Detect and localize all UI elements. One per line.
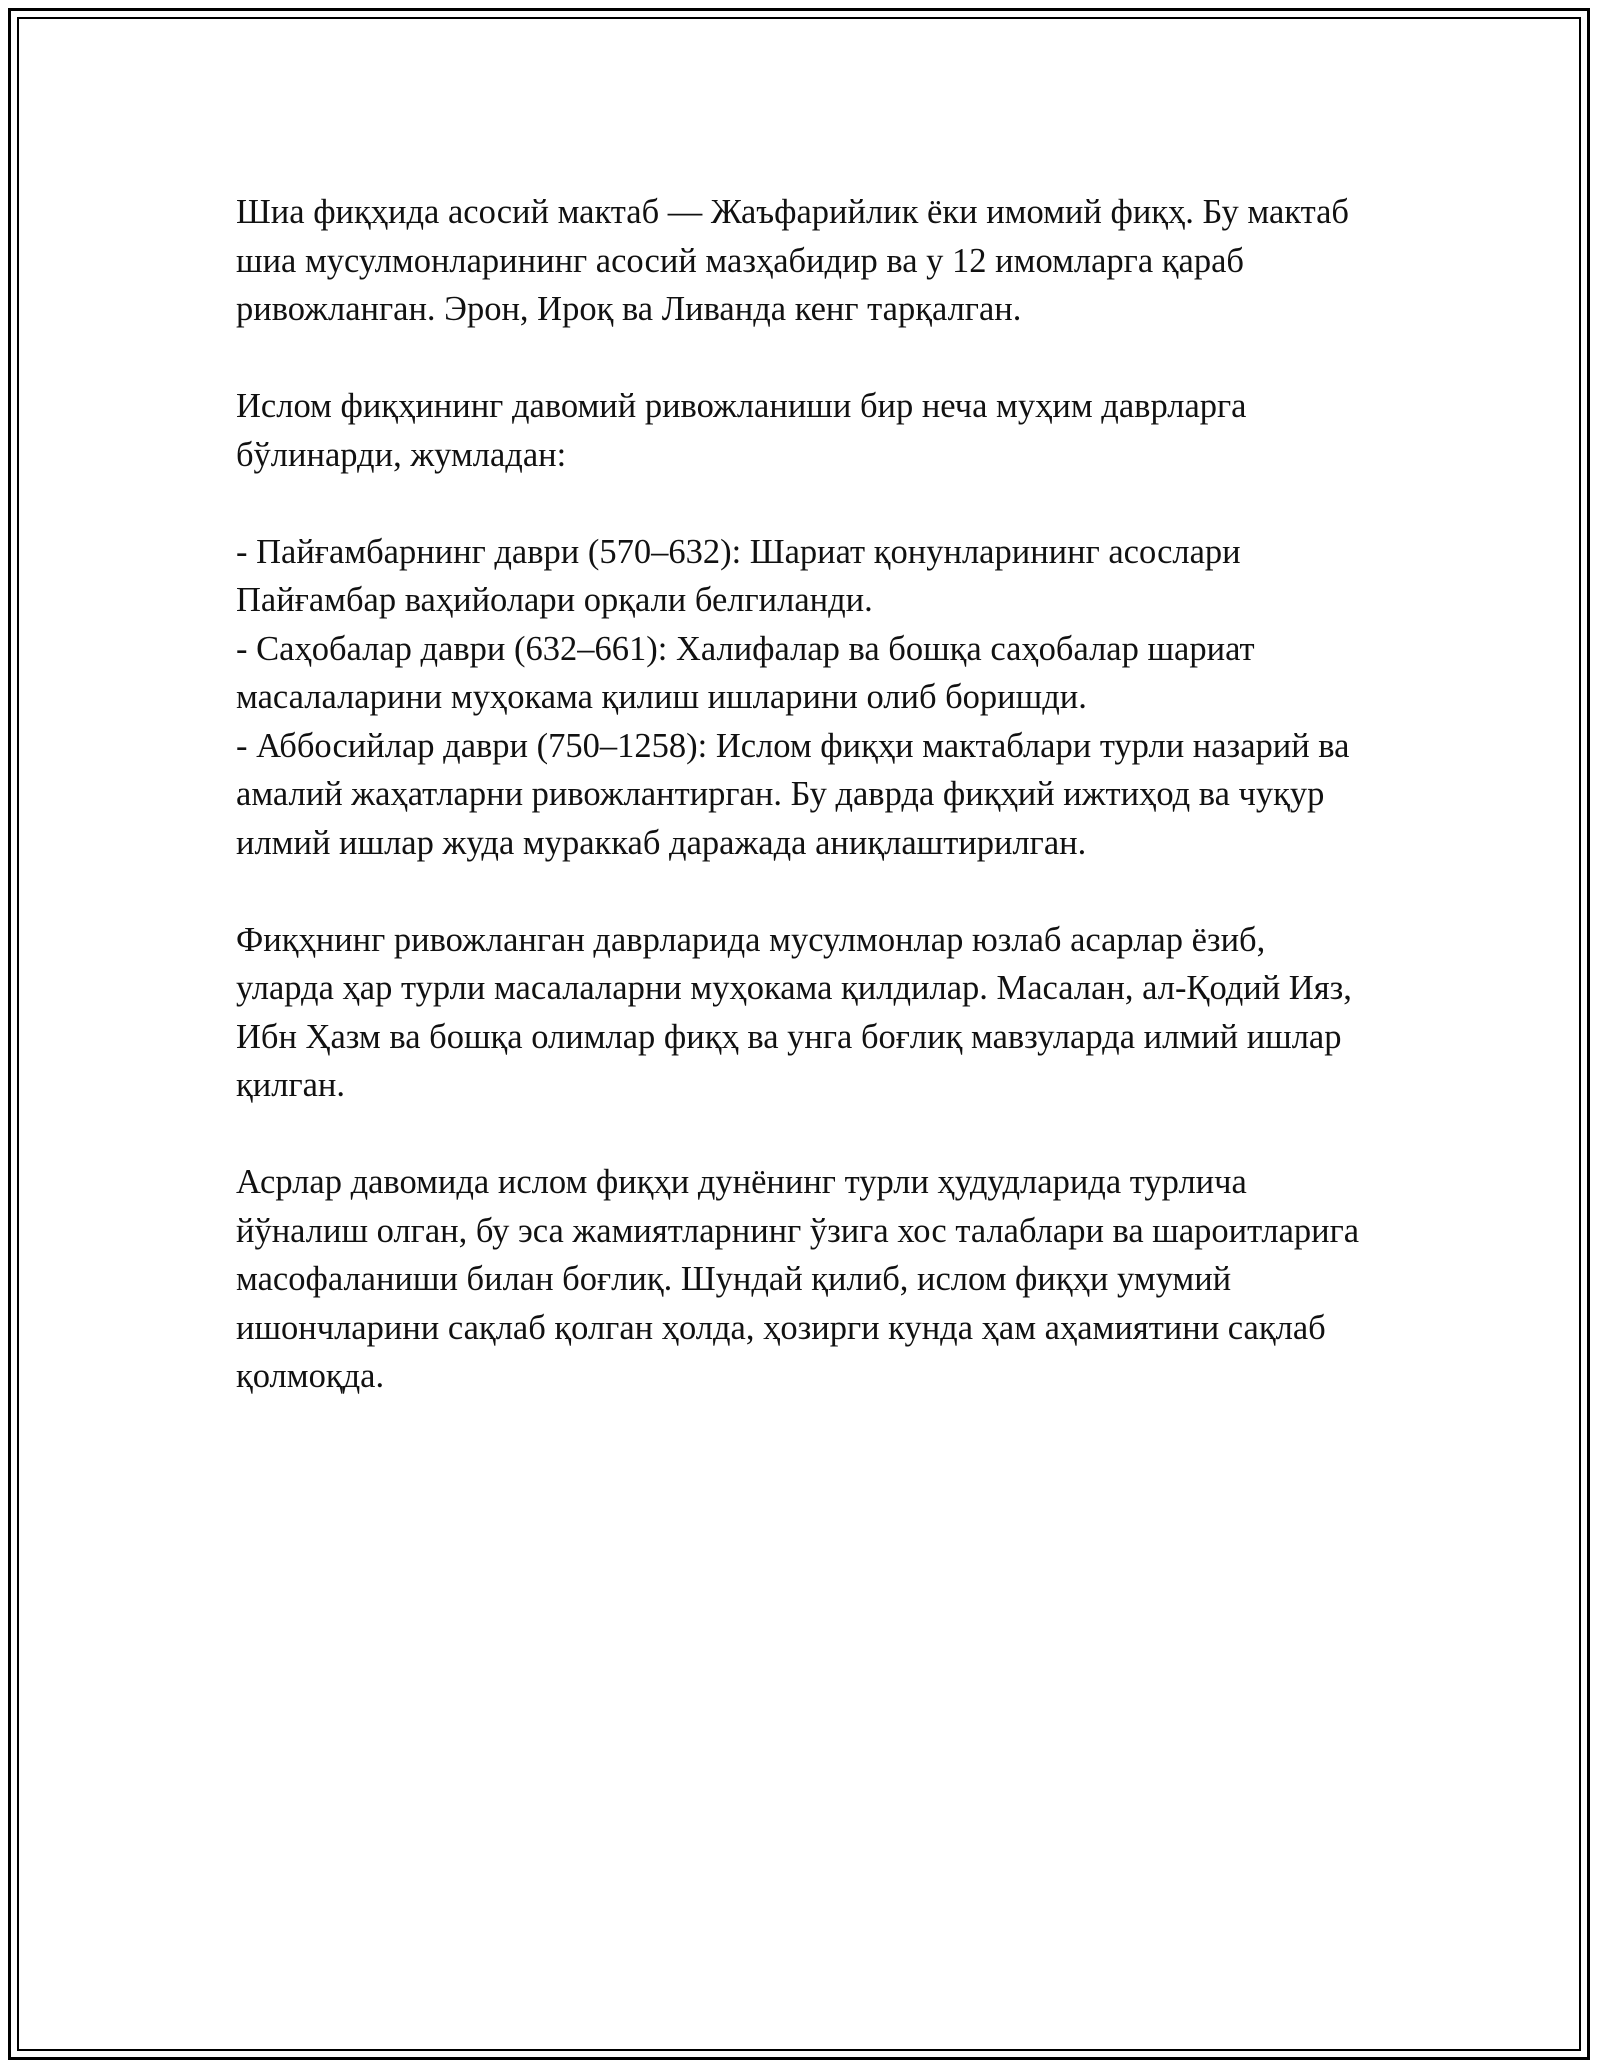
paragraph-scholars: Фиқҳнинг ривожланган даврларида мусулмонлар юзлаб асарлар ёзиб, уларда ҳар турли масалаларни муҳокама қилдилар. Масалан, ал-Қодий Ияз, Ибн Ҳазм ва бошқа олимлар фиқҳ ва унга боғлиқ мавзуларда илмий ишлар қилган. bbox=[236, 920, 1361, 1104]
paragraph-conclusion: Асрлар давомида ислом фиқҳи дунёнинг турли ҳудудларида турлича йўналиш олган, бу эса жамиятларнинг ўзига хос талаблари ва шароитларига масофаланиши билан боғлиқ. Шундай қилиб, ислом фиқҳи умумий ишончларини сақлаб қолган ҳолда, ҳозирги кунда ҳам аҳамиятини сақлаб қолмоқда. bbox=[236, 1163, 1368, 1395]
list-item-companions-period: - Саҳобалар даври (632–661): Халифалар ва бошқа саҳобалар шариат масалаларини муҳокама қилиш ишларини олиб боришди. bbox=[236, 629, 1255, 716]
paragraph-periods-intro: Ислом фиқҳининг давомий ривожланиши бир неча муҳим даврларга бўлинарди, жумладан: bbox=[236, 387, 1256, 474]
list-item-abbasid-period: - Аббосийлар даври (750–1258): Ислом фиқҳи мактаблари турли назарий ва амалий жаҳатларни ривожлантирган. Бу даврда фиқҳий ижтиҳод ва чуқур илмий ишлар жуда мураккаб даражада аниқлаштирилган. bbox=[236, 726, 1350, 862]
document-body bbox=[236, 188, 1366, 1449]
list-item-prophet-period: - Пайғамбарнинг даври (570–632): Шариат қонунларининг асослари Пайғамбар ваҳийолари орқали белгиланди. bbox=[236, 532, 1241, 619]
paragraph-shia-fiqh: Шиа фиқҳида асосий мактаб — Жаъфарийлик ёки имомий фиқҳ. Бу мактаб шиа мусулмонларининг асосий мазҳабидир ва у 12 имомларга қараб ривожланган. Эрон, Ироқ ва Ливанда кенг тарқалган. bbox=[236, 193, 1358, 328]
periods-list bbox=[236, 528, 1366, 868]
